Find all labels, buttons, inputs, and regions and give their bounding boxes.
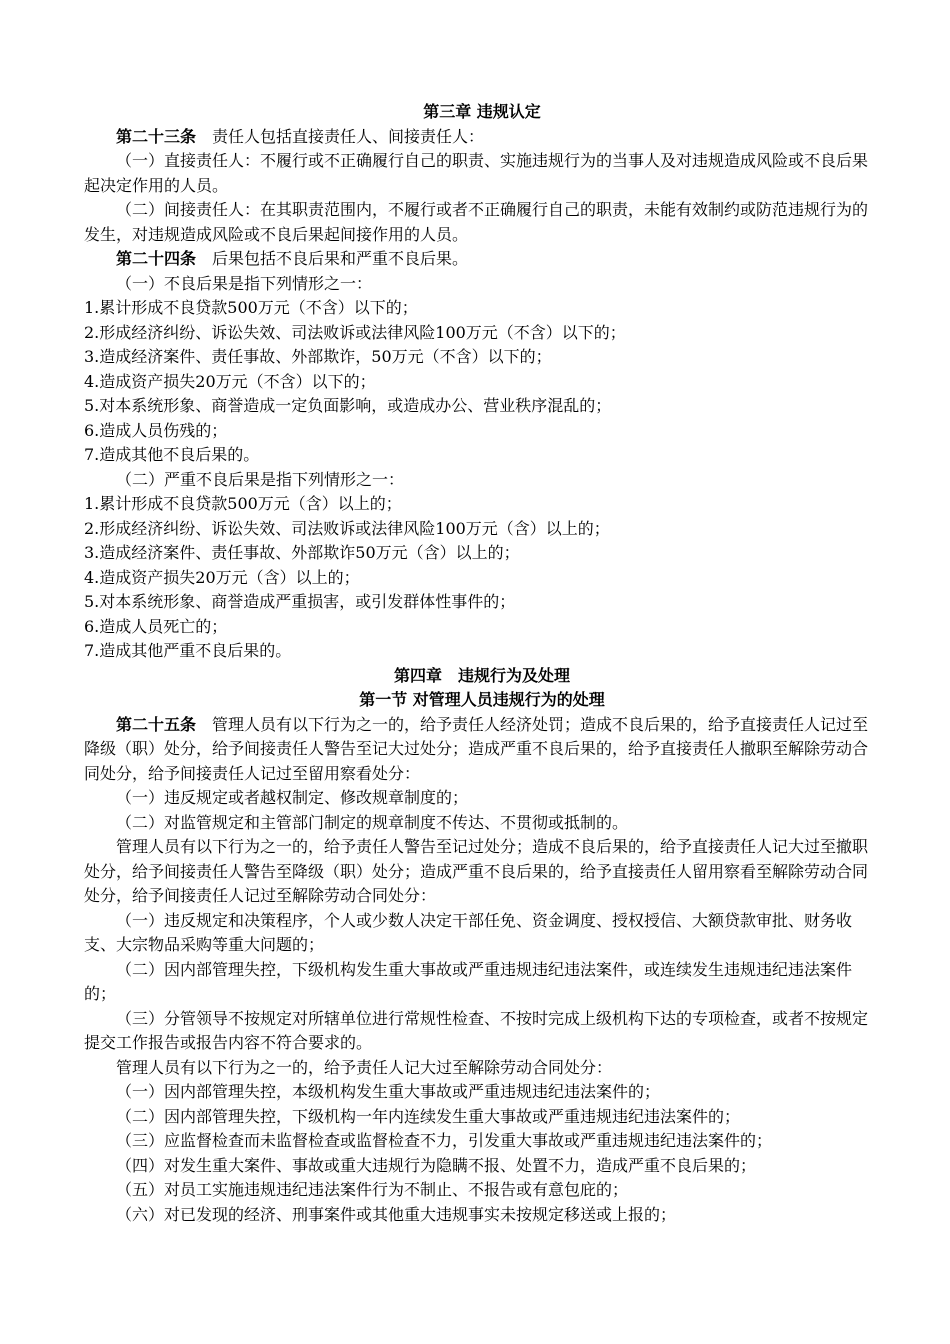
paragraph: 管理人员有以下行为之一的，给予责任人警告至记过处分；造成不良后果的，给予直接责任人记大过至撤职处分，给予间接责任人警告至降级（职）处分；造成严重不良后果的，给予直接责任人留用察看至解除劳动合同处分，给予间接责任人记过至解除劳动合同处分： xyxy=(84,837,869,905)
list-item: 4.造成资产损失20万元（不含）以下的； xyxy=(84,371,376,391)
article-23-text: 责任人包括直接责任人、间接责任人： xyxy=(212,126,485,146)
list-item: 5.对本系统形象、商誉造成严重损害，或引发群体性事件的； xyxy=(84,592,516,611)
list-item: （四）对发生重大案件、事故或重大违规行为隐瞒不报、处置不力，造成严重不良后果的； xyxy=(116,1155,757,1175)
article-24-label: 第二十四条 xyxy=(116,249,197,268)
list-item: （一）违反规定或者越权制定、修改规章制度的； xyxy=(116,788,469,807)
list-item: 5.对本系统形象、商誉造成一定负面影响，或造成办公、营业秩序混乱的； xyxy=(84,396,612,415)
list-item: 6.造成人员伤残的； xyxy=(84,420,228,440)
article-24 xyxy=(84,247,880,272)
list-item: （六）对已发现的经济、刑事案件或其他重大违规事实未按规定移送或上报的； xyxy=(116,1204,677,1224)
list-item: 1.累计形成不良贷款500万元（不含）以下的； xyxy=(84,298,418,317)
direct-responsible-definition: （一）直接责任人：不履行或不正确履行自己的职责、实施违规行为的当事人及对违规造成风险或不良后果起决定作用的人员。 xyxy=(84,151,869,195)
list-item: 6.造成人员死亡的； xyxy=(84,616,228,636)
list-item: （二）因内部管理失控，下级机构发生重大事故或严重违规违纪违法案件，或连续发生违规违纪违法案件的； xyxy=(84,959,853,1003)
article-25-label: 第二十五条 xyxy=(116,714,197,734)
paragraph: 管理人员有以下行为之一的，给予责任人记大过至解除劳动合同处分： xyxy=(116,1057,613,1077)
article-23 xyxy=(84,125,880,150)
list-item: 2.形成经济纠纷、诉讼失效、司法败诉或法律风险100万元（不含）以下的； xyxy=(84,322,626,342)
list-item: 3.造成经济案件、责任事故、外部欺诈50万元（含）以上的； xyxy=(84,543,520,562)
chapter-4-title: 第四章 违规行为及处理 xyxy=(393,665,570,685)
list-item: （一）因内部管理失控，本级机构发生重大事故或严重违规违纪违法案件的； xyxy=(116,1082,661,1101)
article-24-text: 后果包括不良后果和严重不良后果。 xyxy=(212,249,469,268)
list-item: 7.造成其他不良后果的。 xyxy=(84,445,260,464)
list-item: 7.造成其他严重不良后果的。 xyxy=(84,641,292,660)
section-1-title: 第一节 对管理人员违规行为的处理 xyxy=(359,690,605,709)
article-23-label: 第二十三条 xyxy=(116,126,197,146)
list-item: （二）因内部管理失控，下级机构一年内连续发生重大事故或严重违规违纪违法案件的； xyxy=(116,1106,741,1126)
list-item: 4.造成资产损失20万元（含）以上的； xyxy=(84,567,360,587)
list-item: （三）分管领导不按规定对所辖单位进行常规性检查、不按时完成上级机构下达的专项检查，或者不按规定提交工作报告或报告内容不符合要求的。 xyxy=(84,1008,869,1052)
chapter-3-title: 第三章 违规认定 xyxy=(423,102,541,121)
list-item: （五）对员工实施违规违纪违法案件行为不制止、不报告或有意包庇的； xyxy=(116,1180,629,1199)
list-item: 2.形成经济纠纷、诉讼失效、司法败诉或法律风险100万元（含）以上的； xyxy=(84,518,610,538)
indirect-responsible-definition: （二）间接责任人：在其职责范围内，不履行或者不正确履行自己的职责，未能有效制约或防范违规行为的发生，对违规造成风险或不良后果起间接作用的人员。 xyxy=(84,200,869,244)
list-item: 3.造成经济案件、责任事故、外部欺诈，50万元（不含）以下的； xyxy=(84,347,552,366)
adverse-consequences-intro: （一）不良后果是指下列情形之一： xyxy=(116,273,373,293)
list-item: （一）违反规定和决策程序，个人或少数人决定干部任免、资金调度、授权授信、大额贷款审批、财务收支、大宗物品采购等重大问题的； xyxy=(84,910,853,954)
list-item: 1.累计形成不良贷款500万元（含）以上的； xyxy=(84,494,402,513)
list-item: （三）应监督检查而未监督检查或监督检查不力，引发重大事故或严重违规违纪违法案件的； xyxy=(116,1131,773,1150)
article-25-text: 管理人员有以下行为之一的，给予责任人经济处罚；造成不良后果的，给予直接责任人记过至降级（职）处分，给予间接责任人警告至记大过处分；造成严重不良后果的，给予直接责任人撤职至解除劳动合同处分，给予间接责任人记过至留用察看处分： xyxy=(84,714,869,783)
serious-consequences-intro: （二）严重不良后果是指下列情形之一： xyxy=(116,469,405,489)
list-item: （二）对监管规定和主管部门制定的规章制度不传达、不贯彻或抵制的。 xyxy=(116,812,629,832)
article-25 xyxy=(84,713,880,787)
